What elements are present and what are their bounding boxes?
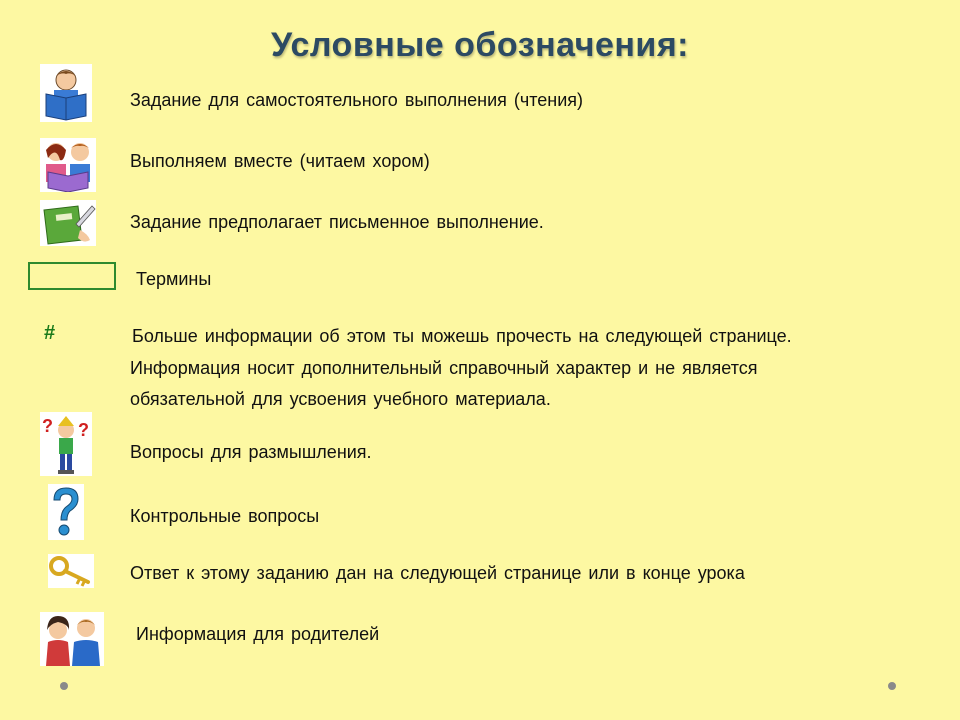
item-together: Выполняем вместе (читаем хором) xyxy=(130,151,430,171)
bullet-dot-right xyxy=(888,682,896,690)
item-reflection-questions: Вопросы для размышления. xyxy=(130,442,372,462)
key-icon xyxy=(48,554,94,588)
reading-boy-icon xyxy=(40,64,92,122)
parents-icon xyxy=(40,612,104,666)
item-control-questions: Контрольные вопросы xyxy=(130,506,320,526)
svg-text:?: ? xyxy=(42,416,53,436)
bullet-dot-left xyxy=(60,682,68,690)
hash-icon: # xyxy=(44,322,56,344)
item-answer-location: Ответ к этому заданию дан на следующей странице или в конце урока xyxy=(130,563,745,583)
item-parents-info: Информация для родителей xyxy=(136,624,380,644)
item-more-info-line-3: обязательной для усвоения учебного материала. xyxy=(130,389,551,409)
svg-text:?: ? xyxy=(78,420,89,440)
item-terms: Термины xyxy=(136,269,212,289)
page-title: Условные обозначения: xyxy=(270,26,689,64)
item-more-info-line-2: Информация носит дополнительный справочный характер и не является xyxy=(130,358,758,378)
item-independent-task: Задание для самостоятельного выполнения (чтения) xyxy=(130,90,584,110)
item-more-info-line-1: Больше информации об этом ты можешь прочесть на следующей странице. xyxy=(132,326,792,346)
notebook-pen-icon xyxy=(40,200,96,246)
term-box-icon xyxy=(28,262,116,290)
thinking-boy-icon xyxy=(40,412,92,476)
question-mark-icon xyxy=(48,484,84,540)
reading-together-icon xyxy=(40,138,96,192)
item-written-task: Задание предполагает письменное выполнение. xyxy=(130,212,544,232)
